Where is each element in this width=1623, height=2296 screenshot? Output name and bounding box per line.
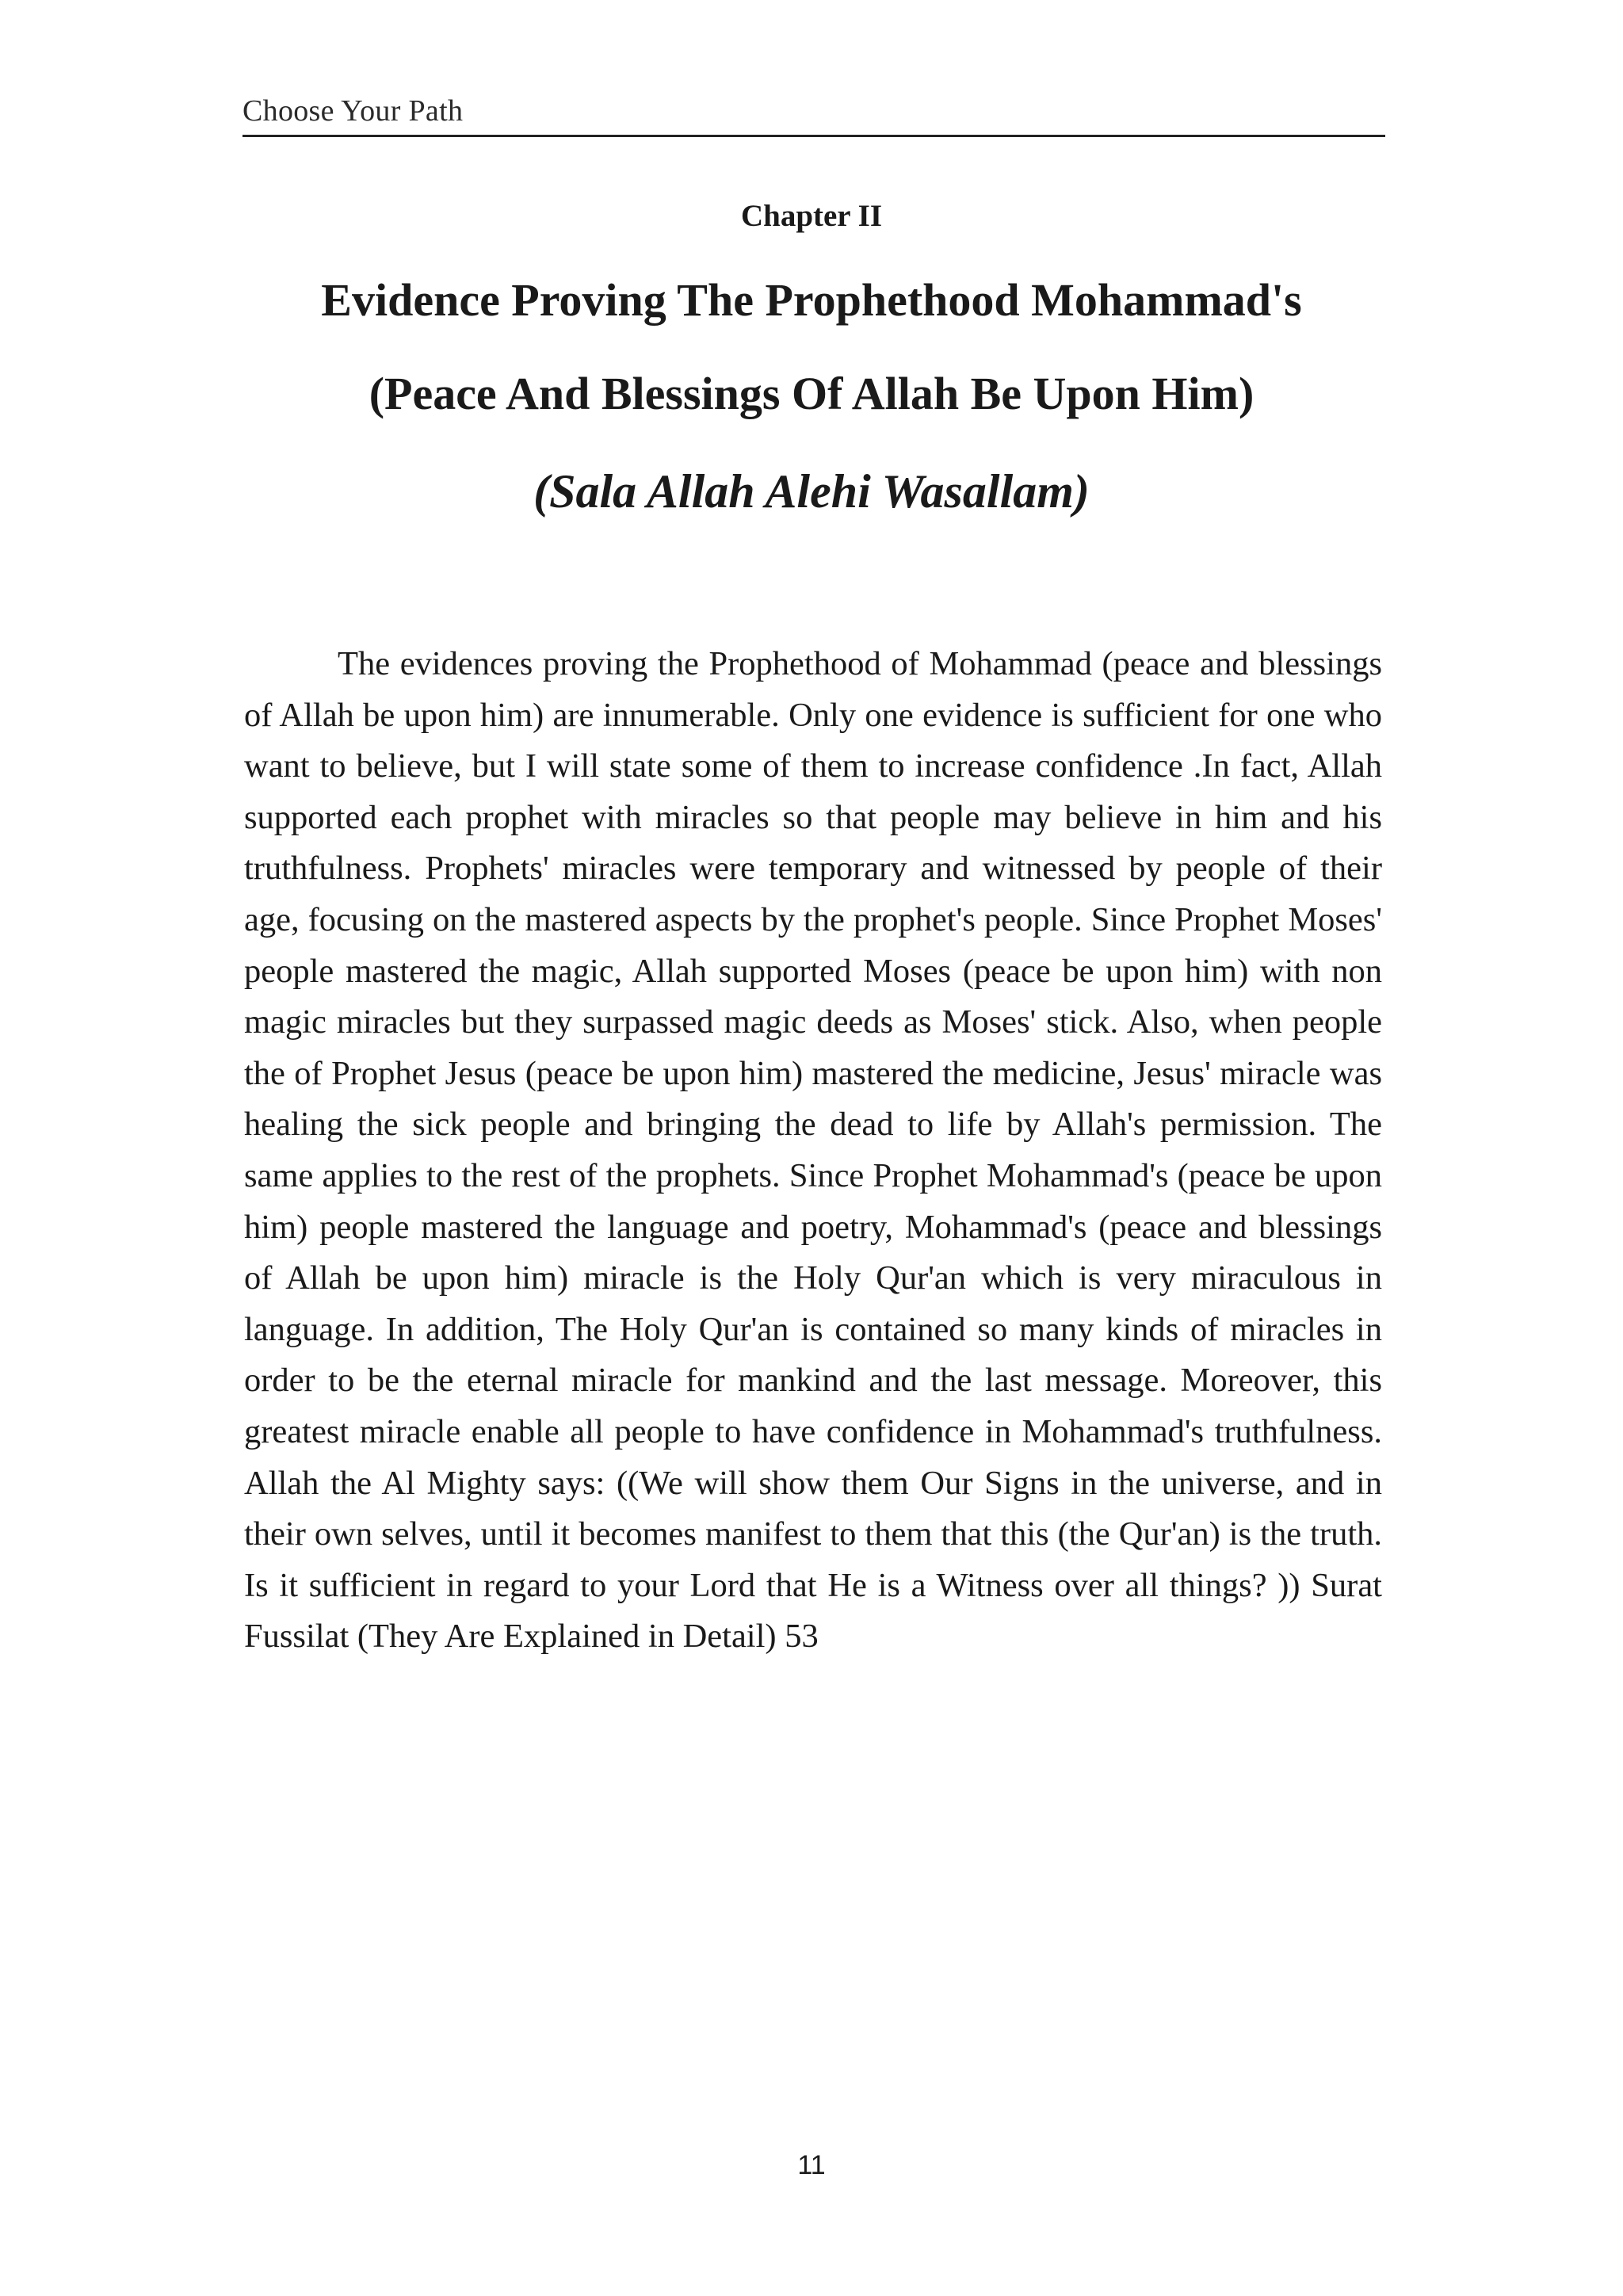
page-number: 11 [797,2150,826,2180]
chapter-subtitle: (Sala Allah Alehi Wasallam) [533,465,1090,518]
header-divider [242,135,1385,137]
chapter-title-line-2: (Peace And Blessings Of Allah Be Upon Him) [369,368,1254,419]
running-header-title: Choose Your Path [242,94,464,128]
chapter-label: Chapter II [740,199,883,233]
body-paragraph: The evidences proving the Prophethood of Mohammad (peace and blessings of Allah be upon him) are innumerable. Only one evidence is sufficient for one who want to believe, but I will state some of them to increase confidence .In fact, Allah supported each prophet with miracles so that people may believe in him and his truthfulness. Prophets' miracles were temporary and witnessed by people of their age, focusing on the mastered aspects by the prophet's people. Since Prophet Moses' people mastered the magic, Allah supported Moses (peace be upon him) with non magic miracles but they surpassed magic deeds as Moses' stick. Also, when people the of Prophet Jesus (peace be upon him) mastered the medicine, Jesus' miracle was healing the sick people and bringing the dead to life by Allah's permission. The same applies to the rest of the prophets. Since Prophet Mohammad's (peace be upon him) people mastered the language and poetry, Mohammad's (peace and blessings of Allah be upon him) miracle is the Holy Qur'an which is very miraculous in language. In addition, The Holy Qur'an is contained so many kinds of miracles in order to be the eternal miracle for mankind and the last message. Moreover, this greatest miracle enable all people to have confidence in Mohammad's truthfulness. Allah the Al Mighty says: ((We will show them Our Signs in the universe, and in their own selves, until it becomes manifest to them that this (the Qur'an) is the truth. Is it sufficient in regard to your Lord that He is a Witness over all things? )) Surat Fussilat (They Are Explained in Detail) 53 [244,645,1382,1656]
chapter-title-line-1: Evidence Proving The Prophethood Mohammad's [321,274,1302,326]
